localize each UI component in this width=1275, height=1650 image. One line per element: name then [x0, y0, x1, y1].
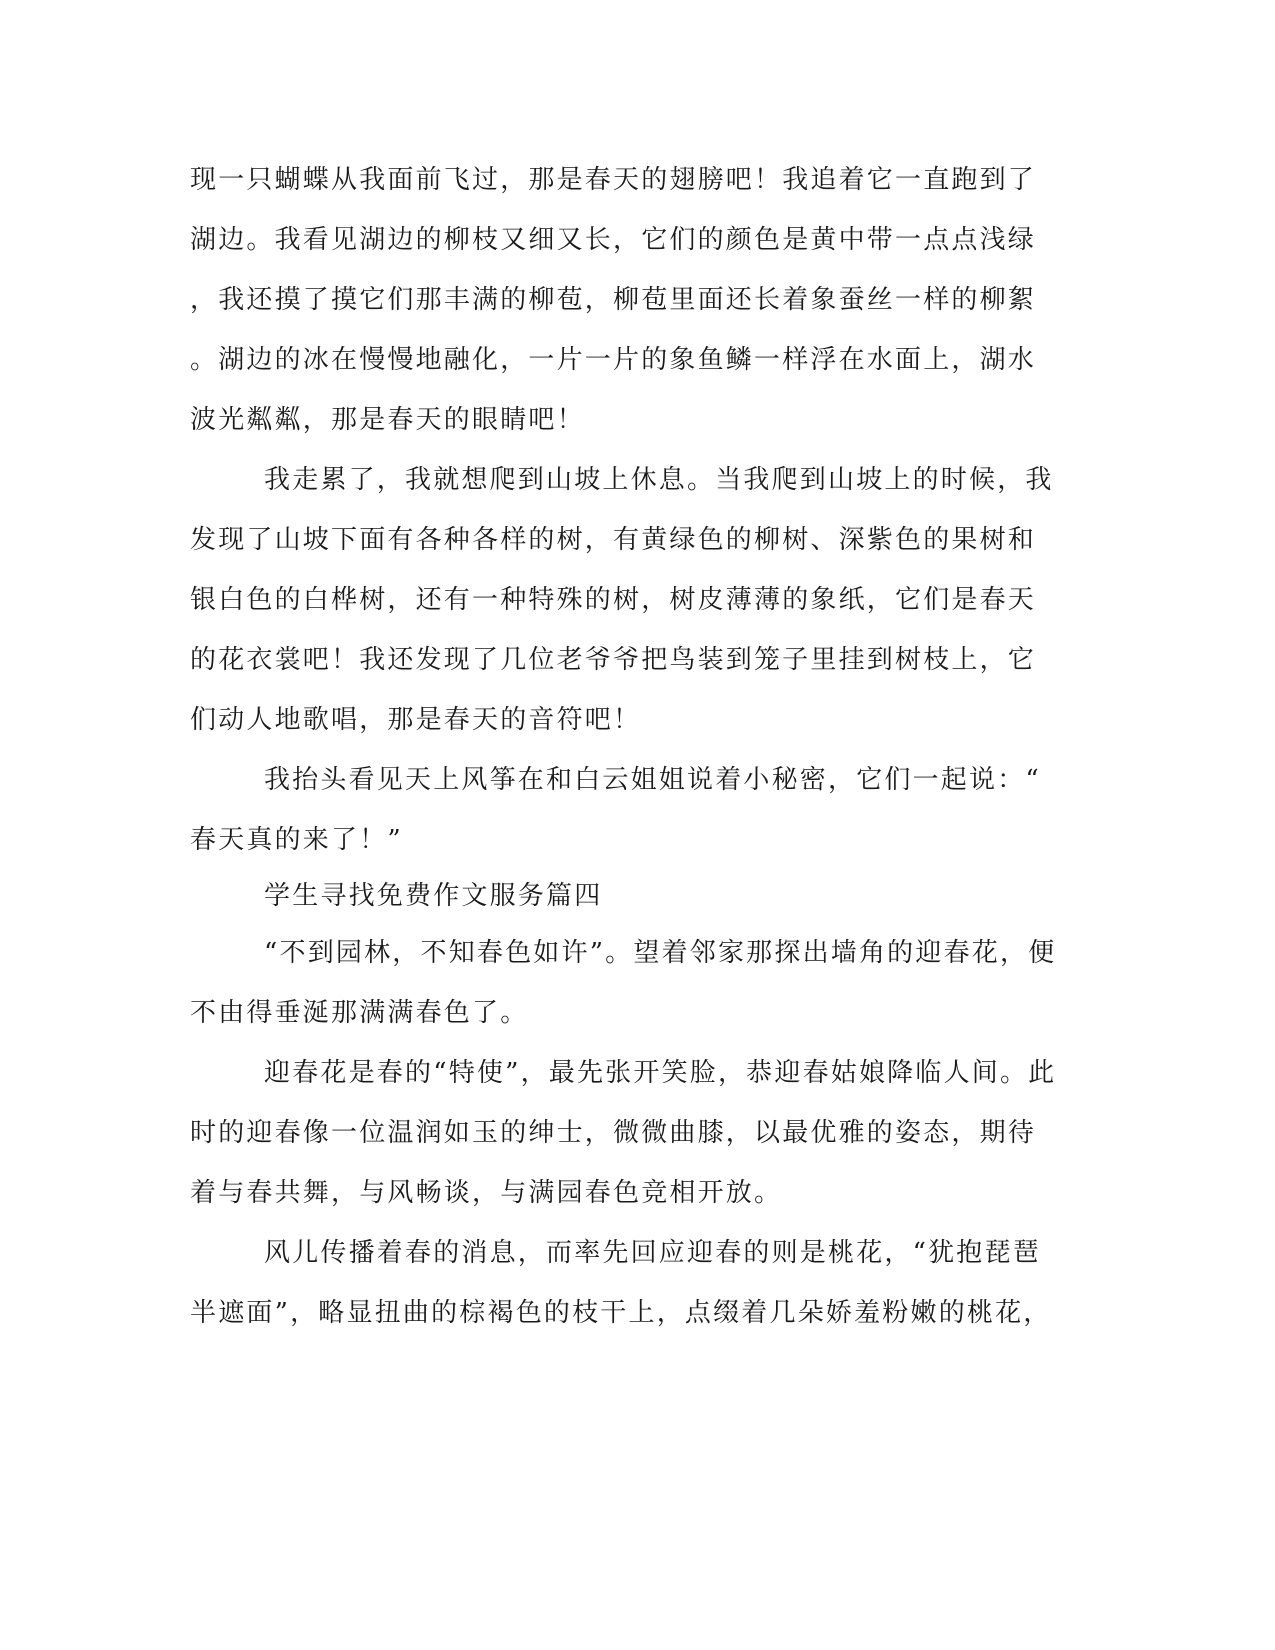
section-heading: 学生寻找免费作文服务篇四 — [264, 881, 603, 911]
text-line: 时的迎春像一位温润如玉的绅士，微微曲膝，以最优雅的姿态，期待 — [190, 1118, 1037, 1148]
text-line: 着与春共舞，与风畅谈，与满园春色竞相开放。 — [190, 1178, 783, 1208]
text-line: 的花衣裳吧！我还发现了几位老爷爷把鸟装到笼子里挂到树枝上，它 — [190, 645, 1037, 675]
text-line: 发现了山坡下面有各种各样的树，有黄绿色的柳树、深紫色的果树和 — [190, 525, 1037, 555]
text-line: 湖边。我看见湖边的柳枝又细又长，它们的颜色是黄中带一点点浅绿 — [190, 225, 1037, 255]
text-line: 春天真的来了！” — [190, 825, 403, 855]
text-line: 银白色的白桦树，还有一种特殊的树，树皮薄薄的象纸，它们是春天 — [190, 585, 1037, 615]
text-line: 不由得垂涎那满满春色了。 — [190, 998, 529, 1028]
text-line: 波光粼粼，那是春天的眼睛吧！ — [190, 405, 585, 435]
text-line: 现一只蝴蝶从我面前飞过，那是春天的翅膀吧！我追着它一直跑到了 — [190, 165, 1037, 195]
paragraph-start-line: 风儿传播着春的消息，而率先回应迎春的则是桃花，“犹抱琵琶 — [264, 1238, 1041, 1268]
paragraph-start-line: “不到园林，不知春色如许”。望着邻家那探出墙角的迎春花，便 — [264, 938, 1057, 968]
text-line: ，我还摸了摸它们那丰满的柳苞，柳苞里面还长着象蚕丝一样的柳絮 — [190, 285, 1037, 315]
paragraph-start-line: 迎春花是春的“特使”，最先张开笑脸，恭迎春姑娘降临人间。此 — [264, 1058, 1057, 1088]
text-line: 们动人地歌唱，那是春天的音符吧！ — [190, 705, 642, 735]
text-line: 半遮面”，略显扭曲的棕褐色的枝干上，点缀着几朵娇羞粉嫩的桃花， — [190, 1298, 1052, 1328]
paragraph-start-line: 我走累了，我就想爬到山坡上休息。当我爬到山坡上的时候，我 — [264, 465, 1054, 495]
paragraph-start-line: 我抬头看见天上风筝在和白云姐姐说着小秘密，它们一起说：“ — [264, 765, 1041, 795]
text-line: 。湖边的冰在慢慢地融化，一片一片的象鱼鳞一样浮在水面上，湖水 — [190, 345, 1037, 375]
